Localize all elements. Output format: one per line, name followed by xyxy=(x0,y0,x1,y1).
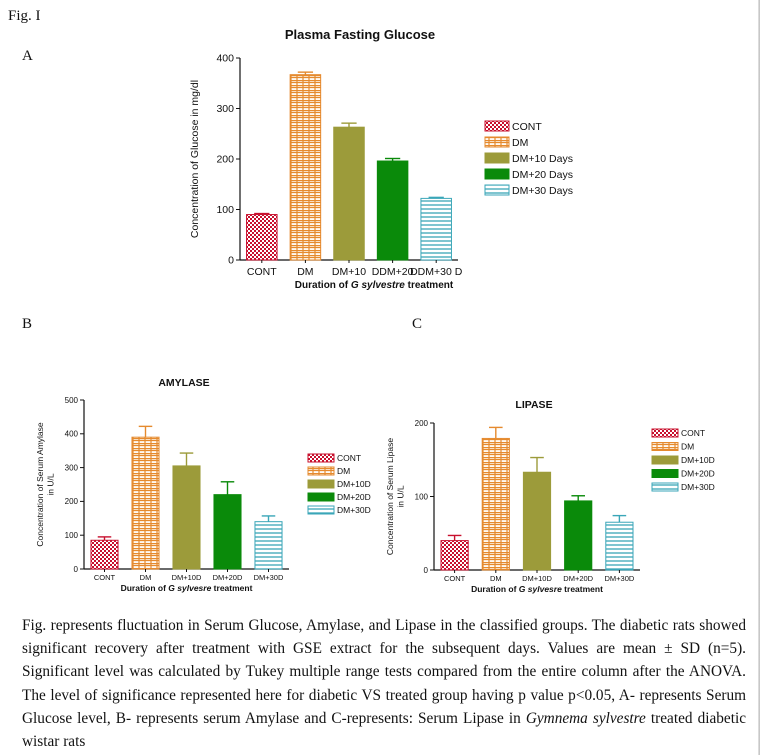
bar-dm xyxy=(132,437,159,569)
y-axis-label: Concentration of Serum Amylasein U/L xyxy=(35,422,56,547)
panel-letter-b: B xyxy=(22,316,33,332)
y-tick-label: 200 xyxy=(216,153,234,166)
bar-dm-10 xyxy=(334,127,365,260)
x-tick-label: CONT xyxy=(443,574,466,583)
y-tick-label: 0 xyxy=(73,564,78,574)
y-tick-label: 200 xyxy=(414,418,428,428)
x-tick-label: DM+20D xyxy=(212,573,243,582)
caption-species-name: Gymnema sylvestre xyxy=(525,709,646,727)
y-tick-label: 0 xyxy=(228,254,234,267)
y-tick-label: 100 xyxy=(64,531,78,540)
legend-label: CONT xyxy=(337,453,362,463)
legend-swatch xyxy=(308,506,334,514)
bar-cont xyxy=(247,215,278,260)
bar-cont xyxy=(91,540,118,569)
legend-swatch xyxy=(485,185,509,195)
legend-swatch xyxy=(652,429,678,437)
legend-swatch xyxy=(485,137,509,147)
x-tick-label: DM+10 xyxy=(331,266,367,278)
legend-label: DM+30D xyxy=(681,482,715,492)
x-tick-label: DM+10D xyxy=(522,574,552,583)
bar-dm-10d xyxy=(173,466,200,569)
bar-ddm-30-d xyxy=(421,198,452,260)
x-tick-label: DM xyxy=(139,573,152,582)
x-tick-label: DM+30D xyxy=(604,574,635,583)
legend-label: DM+10 Days xyxy=(512,153,573,165)
legend-swatch xyxy=(485,169,509,179)
legend-label: DM+20D xyxy=(681,468,715,479)
page-edge xyxy=(758,0,760,755)
chart-title: AMYLASE xyxy=(158,377,210,389)
legend-label: DM+10D xyxy=(681,455,715,465)
y-tick-label: 500 xyxy=(64,395,78,405)
legend-swatch xyxy=(652,443,678,451)
y-tick-label: 300 xyxy=(64,463,78,473)
legend-swatch xyxy=(308,454,334,462)
x-tick-label: CONT xyxy=(246,266,277,278)
chart-title: LIPASE xyxy=(515,399,553,411)
caption-text-main: Fig. represents fluctuation in Serum Glucose, Amylase, and Lipase in the classified groups. The diabetic rats showed significant recovery after treatment with GSE extract for the subsequent days. Values are mean ± SD (n=5). Significant level was calculated by Tukey multiple range tests compared from the entire column after the ANOVA. The level of significance represented here for diabetic VS treated group having p value p<0.05, A- represents Serum Glucose level, B- represents serum Amylase and C-represents: Serum Lipase in xyxy=(22,617,746,727)
legend-label: DM+20 Days xyxy=(512,169,573,181)
x-axis-label: Duration of G sylvesre treatment xyxy=(120,583,253,593)
x-tick-label: DDM+20 xyxy=(371,266,414,278)
legend-swatch xyxy=(485,121,509,131)
chart-glucose xyxy=(180,20,600,295)
legend-label: DM xyxy=(681,441,695,452)
x-tick-label: DM xyxy=(297,266,314,278)
x-tick-label: DDM+30 D xyxy=(410,266,463,278)
bar-ddm-20 xyxy=(377,161,408,260)
y-tick-label: 100 xyxy=(216,204,234,217)
bar-dm xyxy=(482,438,509,570)
legend-label: DM+10D xyxy=(337,479,371,489)
legend-swatch xyxy=(308,493,334,501)
legend-swatch xyxy=(308,480,334,488)
y-tick-label: 400 xyxy=(64,429,78,439)
legend-swatch xyxy=(485,153,509,163)
x-tick-label: DM xyxy=(489,574,502,583)
legend-label: DM xyxy=(337,466,351,476)
figure-label: Fig. I xyxy=(8,8,41,24)
x-axis-label: Duration of G sylvestre treatment xyxy=(294,280,454,291)
legend-label: DM+30 Days xyxy=(512,185,573,197)
x-tick-label: DM+10D xyxy=(171,573,202,582)
bar-dm-30d xyxy=(255,522,282,569)
bar-dm-20d xyxy=(565,501,592,570)
legend-label: DM xyxy=(512,137,529,149)
y-axis-label: Concentration of Glucose in mg/dl xyxy=(189,79,201,239)
x-tick-label: CONT xyxy=(93,573,116,582)
y-tick-label: 300 xyxy=(216,103,234,116)
chart-title: Plasma Fasting Glucose xyxy=(284,27,436,42)
panel-letter-c: C xyxy=(412,316,423,332)
legend-label: DM+30D xyxy=(337,505,371,515)
panel-letter-a: A xyxy=(22,48,33,64)
bar-dm xyxy=(290,75,321,260)
y-tick-label: 0 xyxy=(423,565,428,575)
x-tick-label: DM+20D xyxy=(563,574,594,583)
legend-swatch xyxy=(308,467,334,475)
legend-label: CONT xyxy=(681,428,706,438)
bar-dm-30d xyxy=(606,522,633,570)
bar-dm-10d xyxy=(523,472,550,570)
figure-caption xyxy=(22,614,746,753)
chart-amylase xyxy=(34,368,384,600)
y-axis-label: Concentration of Serum Lipasein U/L xyxy=(385,437,406,556)
legend-label: CONT xyxy=(512,121,542,133)
caption-text-end: treated diabetic wistar rats xyxy=(22,709,746,751)
legend-swatch xyxy=(652,470,678,478)
y-tick-label: 400 xyxy=(216,52,234,65)
x-axis-label: Duration of G sylvesre treatment xyxy=(471,584,603,594)
chart-lipase xyxy=(384,392,730,602)
bar-dm-20d xyxy=(214,495,241,569)
legend-swatch xyxy=(652,456,678,464)
legend-swatch xyxy=(652,483,678,491)
legend-label: DM+20D xyxy=(337,492,371,502)
x-tick-label: DM+30D xyxy=(253,573,284,582)
y-tick-label: 200 xyxy=(64,497,78,507)
bar-cont xyxy=(441,541,468,570)
y-tick-label: 100 xyxy=(414,492,428,502)
